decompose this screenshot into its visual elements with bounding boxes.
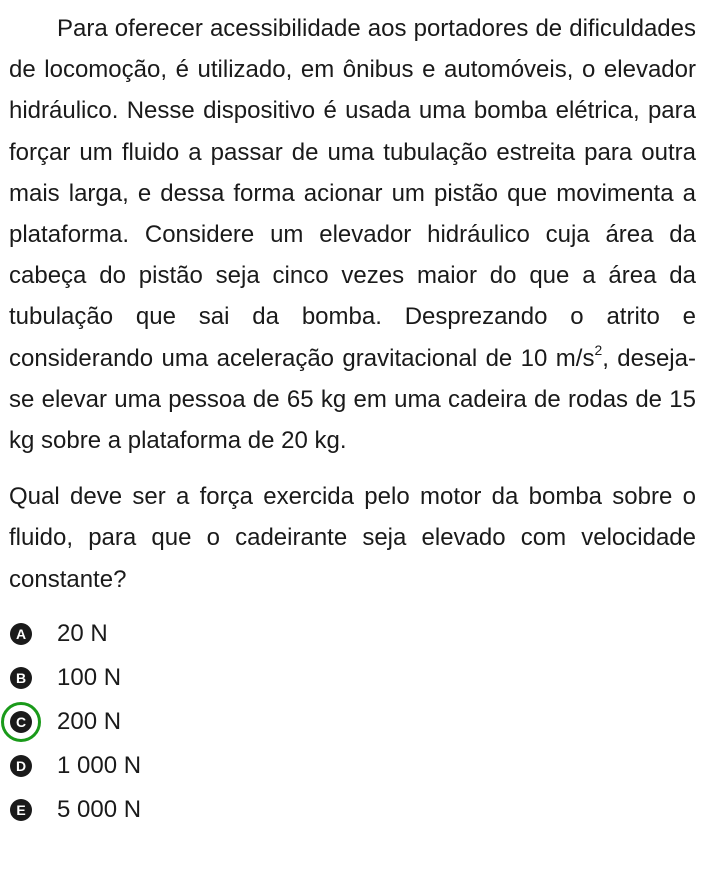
option-e-text: 5 000 N: [57, 795, 142, 823]
answer-options: [9, 612, 696, 832]
option-e[interactable]: [9, 788, 696, 832]
option-d-text: 1 000 N: [57, 751, 142, 779]
option-a-text: 20 N: [57, 619, 108, 647]
option-a-letter-badge: A: [10, 623, 32, 645]
option-b-letter-badge: B: [10, 667, 32, 689]
option-c-letter-badge-correct: C: [10, 711, 32, 733]
exponent-superscript: 2: [594, 341, 603, 358]
option-a[interactable]: [9, 612, 696, 656]
option-b[interactable]: [9, 656, 696, 700]
question-text-part-1: Para oferecer acessibilidade aos portadores de dificuldades de locomoção, é utilizado, em ônibus e automóveis, o elevador hidráulico. Nesse dispositivo é usada uma bomba elétrica, para forçar um fluido a passar de uma tubulação estreita para outra mais larga, e dessa forma acionar um pistão que movimenta a plataforma. Considere um elevador hidráulico cuja área da cabeça do pistão seja cinco vezes maior do que a área da tubulação que sai da bomba. Desprezando o atrito e considerando uma aceleração gravitacional de 10 m/s: [9, 15, 696, 372]
option-c-text: 200 N: [57, 707, 122, 735]
option-c[interactable]: [9, 700, 696, 744]
question-paragraph-1: [9, 8, 696, 461]
option-b-text: 100 N: [57, 663, 122, 691]
option-d[interactable]: [9, 744, 696, 788]
option-d-letter-badge: D: [10, 755, 32, 777]
question-text-part-2: , deseja-se elevar uma pessoa de 65 kg em uma cadeira de rodas de 15 kg sobre a plataforma de 20 kg.: [9, 344, 696, 455]
question-prompt: Qual deve ser a força exercida pelo motor da bomba sobre o fluido, para que o cadeirante seja elevado com velocidade constante?: [9, 483, 696, 593]
option-e-letter-badge: E: [10, 799, 32, 821]
